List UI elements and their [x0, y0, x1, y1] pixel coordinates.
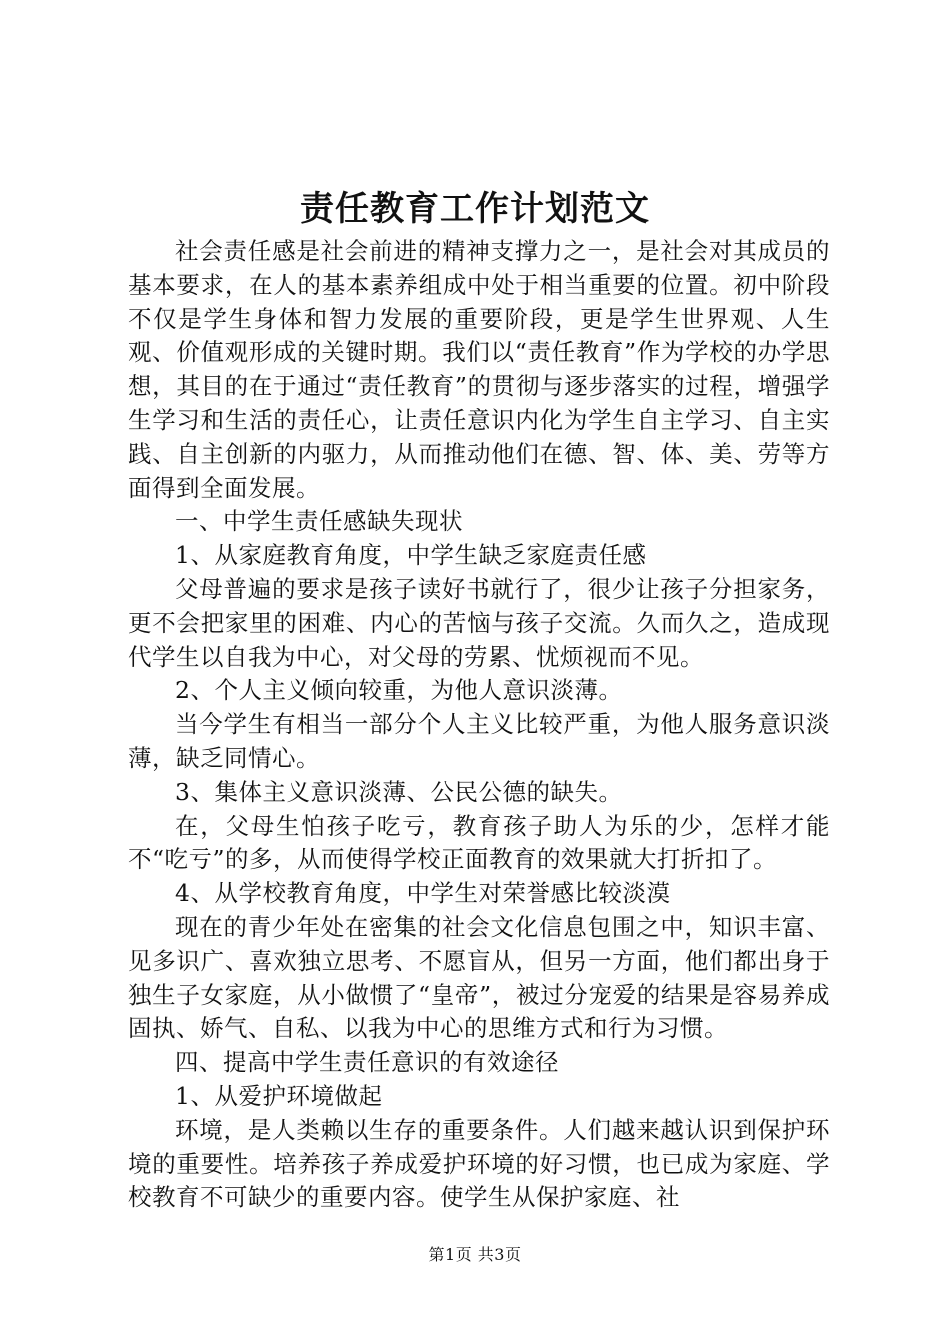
body-paragraph: 环境，是人类赖以生存的重要条件。人们越来越认识到保护环境的重要性。培养孩子养成爱护环境的好习惯，也已成为家庭、学校教育不可缺少的重要内容。使学生从保护家庭、社 — [128, 1115, 830, 1212]
document-body — [128, 235, 830, 1215]
section-heading: 一、中学生责任感缺失现状 — [175, 507, 463, 536]
subsection-heading: 1、从爱护环境做起 — [175, 1081, 383, 1110]
intro-paragraph: 社会责任感是社会前进的精神支撑力之一，是社会对其成员的基本要求，在人的基本素养组成中处于相当重要的位置。初中阶段不仅是学生身体和智力发展的重要阶段，更是学生世界观、人生观、价值观形成的关键时期。我们以“责任教育”作为学校的办学思想，其目的在于通过“责任教育”的贯彻与逐步落实的过程，增强学生学习和生活的责任心，让责任意识内化为学生自主学习、自主实践、自主创新的内驱力，从而推动他们在德、智、体、美、劳等方面得到全面发展。 — [128, 237, 830, 502]
section-heading: 四、提高中学生责任意识的有效途径 — [175, 1048, 559, 1077]
subsection-heading: 3、集体主义意识淡薄、公民公德的缺失。 — [175, 777, 623, 806]
body-paragraph: 当今学生有相当一部分个人主义比较严重，为他人服务意识淡薄，缺乏同情心。 — [128, 710, 830, 772]
subsection-heading: 1、从家庭教育角度，中学生缺乏家庭责任感 — [175, 541, 647, 570]
subsection-heading: 2、个人主义倾向较重，为他人意识淡薄。 — [175, 676, 623, 705]
page-footer: 第1页 共3页 — [428, 1245, 522, 1264]
body-paragraph: 在，父母生怕孩子吃亏，教育孩子助人为乐的少，怎样才能不“吃亏”的多，从而使得学校正面教育的效果就大打折扣了。 — [128, 811, 830, 874]
body-paragraph: 现在的青少年处在密集的社会文化信息包围之中，知识丰富、见多识广、喜欢独立思考、不愿盲从，但另一方面，他们都出身于独生子女家庭，从小做惯了“皇帝”，被过分宠爱的结果是容易养成固执、娇气、自私、以我为中心的思维方式和行为习惯。 — [128, 912, 830, 1043]
document-title: 责任教育工作计划范文 — [300, 189, 650, 229]
subsection-heading: 4、从学校教育角度，中学生对荣誉感比较淡漠 — [175, 879, 671, 908]
body-paragraph: 父母普遍的要求是孩子读好书就行了，很少让孩子分担家务，更不会把家里的困难、内心的苦恼与孩子交流。久而久之，造成现代学生以自我为中心，对父母的劳累、忧烦视而不见。 — [128, 574, 830, 671]
